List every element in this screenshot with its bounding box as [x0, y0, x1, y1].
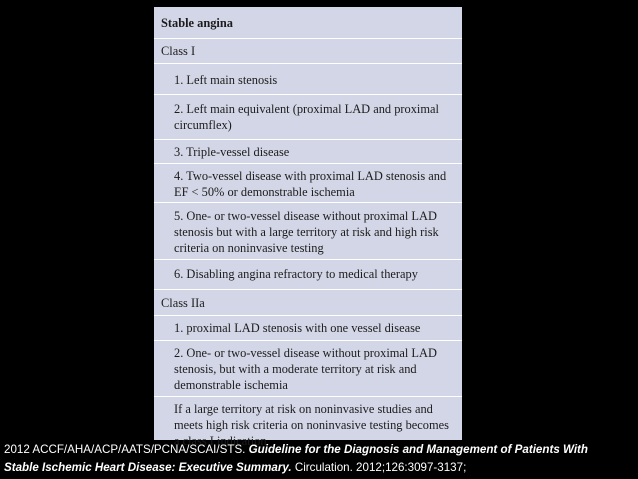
class-i-item-6: [154, 260, 462, 290]
class-i-item-text: 4. Two-vessel disease with proximal LAD stenosis and EF < 50% or demonstrable ischemia: [174, 169, 447, 199]
class-i-item-4: [154, 164, 462, 203]
class-iia-note: [154, 397, 462, 447]
class-iia-item-text: 1. proximal LAD stenosis with one vessel disease: [174, 321, 421, 335]
class-i-item-text: 6. Disabling angina refractory to medical therapy: [174, 267, 418, 281]
table-header: Stable angina: [161, 16, 233, 30]
class-iia-item-1: [154, 316, 462, 341]
class-i-item-3: [154, 140, 462, 164]
class-i-label: Class I: [161, 44, 196, 58]
class-i-item-text: 2. Left main equivalent (proximal LAD and proximal circumflex): [174, 102, 439, 132]
table-header-row: [154, 7, 462, 39]
citation-title: Guideline for the Diagnosis and Management of Patients With: [248, 443, 588, 456]
citation-line-2: [4, 459, 638, 477]
class-i-item-5: [154, 203, 462, 260]
class-i-item-2: [154, 95, 462, 140]
class-i-item-text: 5. One- or two-vessel disease without proximal LAD stenosis but with a large territory at risk and high risk criteria on noninvasive testing: [174, 209, 439, 255]
class-iia-label: Class IIa: [161, 296, 205, 310]
citation-prefix: 2012 ACCF/AHA/ACP/AATS/PCNA/SCAI/STS.: [4, 443, 249, 456]
class-iia-row: [154, 290, 462, 316]
class-i-row: [154, 39, 462, 64]
citation-suffix: Circulation. 2012;126:3097-3137;: [291, 461, 467, 474]
class-i-item-1: [154, 64, 462, 95]
citation-caption: [4, 441, 638, 477]
citation-title-continued: Stable Ischemic Heart Disease: Executive Summary.: [4, 461, 292, 474]
class-i-item-text: 1. Left main stenosis: [174, 73, 278, 87]
indications-table: [154, 7, 462, 448]
class-iia-note-text: If a large territory at risk on noninvasive studies and meets high risk criteria on noninvasive testing becomes a class I indication: [174, 402, 449, 448]
class-iia-item-text: 2. One- or two-vessel disease without proximal LAD stenosis, but with a moderate territory at risk and demonstrable ischemia: [174, 346, 437, 392]
class-iia-item-2: [154, 341, 462, 397]
class-i-item-text: 3. Triple-vessel disease: [174, 145, 290, 159]
citation-line-1: [4, 441, 638, 459]
